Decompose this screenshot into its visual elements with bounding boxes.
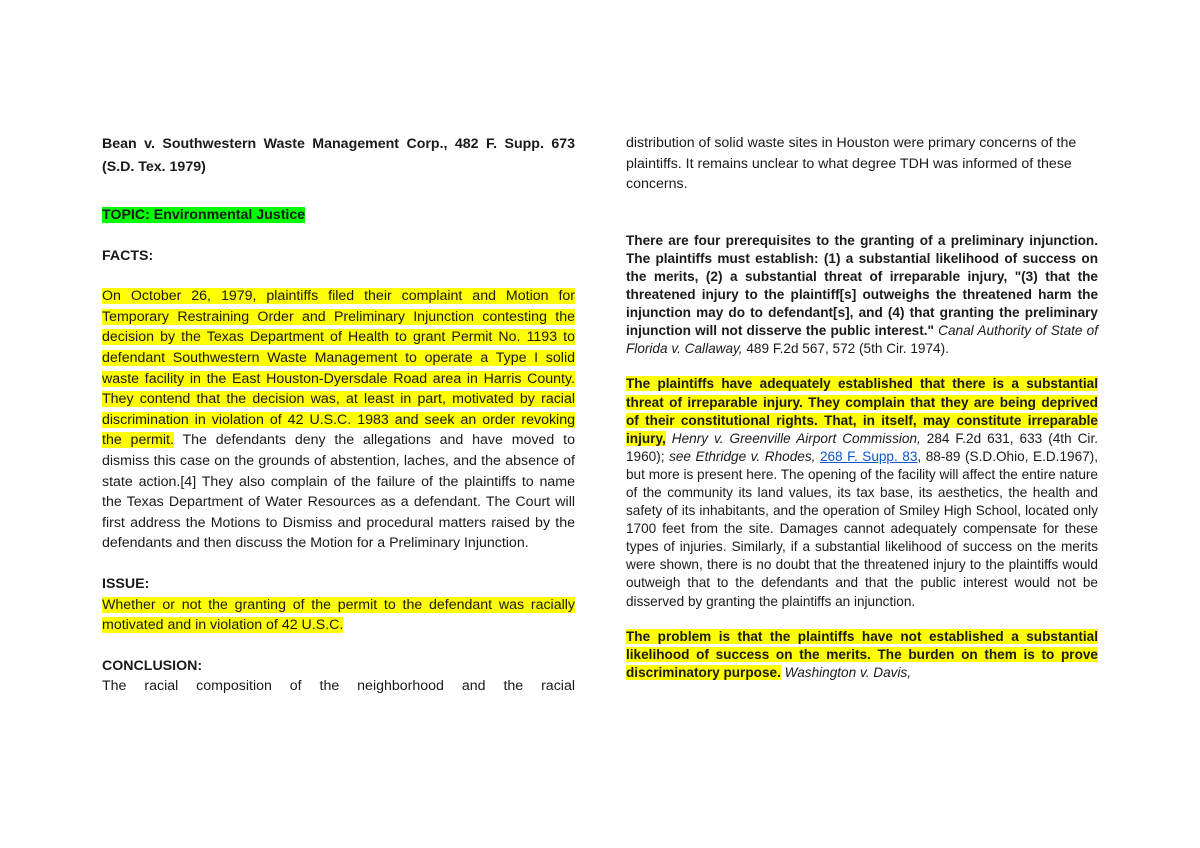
right-column (626, 133, 1098, 682)
supp-83-link[interactable]: 268 F. Supp. 83 (819, 448, 918, 464)
topic-line (102, 205, 575, 226)
left-column (102, 133, 575, 697)
henry-cite-italic: Henry v. Greenville Airport Commission, (665, 430, 921, 446)
prerequisites-paragraph (626, 232, 1098, 359)
case-title: Bean v. Southwestern Waste Management Corp., 482 F. Supp. 673 (S.D. Tex. 1979) (102, 136, 575, 175)
facts-paragraph (102, 286, 575, 554)
facts-heading: FACTS: (102, 247, 154, 264)
prerequisites-bold: There are four prerequisites to the granting of a preliminary injunction. The plaintiffs must establish: (1) a substantial likelihood of success on the merits, (2) a substantial threat of irreparable injury, "(3) that the threatened injury to the plaintiff[s] outweighs the threatened harm the injunction may do to defendant[s], and (4) that granting the preliminary injunction will not disserve the public interest." (626, 232, 1098, 339)
facts-plain-text: The defendants deny the allegations and have moved to dismiss this case on the grounds of abstention, laches, and the absence of state action.[4] They also complain of the failure of the plaintiffs to name the Texas Department of Water Resources as a defendant. The Court will first address the Motions to Dismiss and procedural matters raised by the defendants and then discuss the Motion for a Preliminary Injunction. (102, 432, 575, 552)
prerequisites-cite-plain: 489 F.2d 567, 572 (5th Cir. 1974). (742, 341, 949, 357)
facts-highlighted-text: On October 26, 1979, plaintiffs filed their complaint and Motion for Temporary Restraining Order and Preliminary Injunction contesting the decision by the Texas Department of Health to grant Permit No. 1193 to defendant Southwestern Waste Management to operate a Type I solid waste facility in the East Houston-Dyersdale Road area in Harris County. They contend that the decision was, at least in part, motivated by racial discrimination in violation of 42 U.S.C. 1983 and seek an order revoking the permit. (102, 288, 575, 449)
henry-cite-plain: 284 F.2d 631, 633 (4th Cir. 1960); (626, 430, 1098, 464)
problem-bold: The problem is that the plaintiffs have not established a substantial likelihood of success on the merits. The burden on them is to prove discriminatory purpose. (626, 628, 1098, 680)
issue-text: Whether or not the granting of the permit to the defendant was racially motivated and in violation of 42 U.S.C. (102, 596, 575, 634)
prerequisites-cite-italic: Canal Authority of State of Florida v. Callaway, (626, 323, 1098, 357)
washington-cite-italic: Washington v. Davis, (780, 664, 912, 680)
issue-paragraph (102, 595, 575, 636)
problem-paragraph (626, 628, 1098, 682)
irreparable-injury-paragraph (626, 375, 1098, 610)
irreparable-rest: , 88-89 (S.D.Ohio, E.D.1967), but more is present here. The opening of the facility will affect the entire nature of the community its land values, its tax base, its aesthetics, the health and safety of its inhabitants, and the operation of Smiley High School, located only 1700 feet from the site. Damages cannot adequately compensate for these types of injuries. Similarly, if a substantial likelihood of success on the merits were shown, there is no doubt that the threatened injury to the plaintiffs would outweigh that to the defendants and that the public interest would not be disserved by granting the plaintiffs an injunction. (626, 448, 1098, 609)
irreparable-bold: The plaintiffs have adequately established that there is a substantial threat of irreparable injury. They complain that they are being deprived of their constitutional rights. That, in itself, may constitute irreparable injury, (626, 376, 1098, 446)
issue-heading: ISSUE: (102, 575, 150, 592)
topic-highlight: TOPIC: Environmental Justice (102, 207, 306, 223)
conclusion-heading: CONCLUSION: (102, 657, 203, 674)
continuation-paragraph: distribution of solid waste sites in Houston were primary concerns of the plaintiffs. It remains unclear to what degree TDH was informed of these concerns. (626, 135, 1077, 193)
ethridge-cite-italic: see Ethridge v. Rhodes, (664, 448, 816, 464)
conclusion-paragraph: The racial composition of the neighborhood and the racial (102, 678, 575, 695)
